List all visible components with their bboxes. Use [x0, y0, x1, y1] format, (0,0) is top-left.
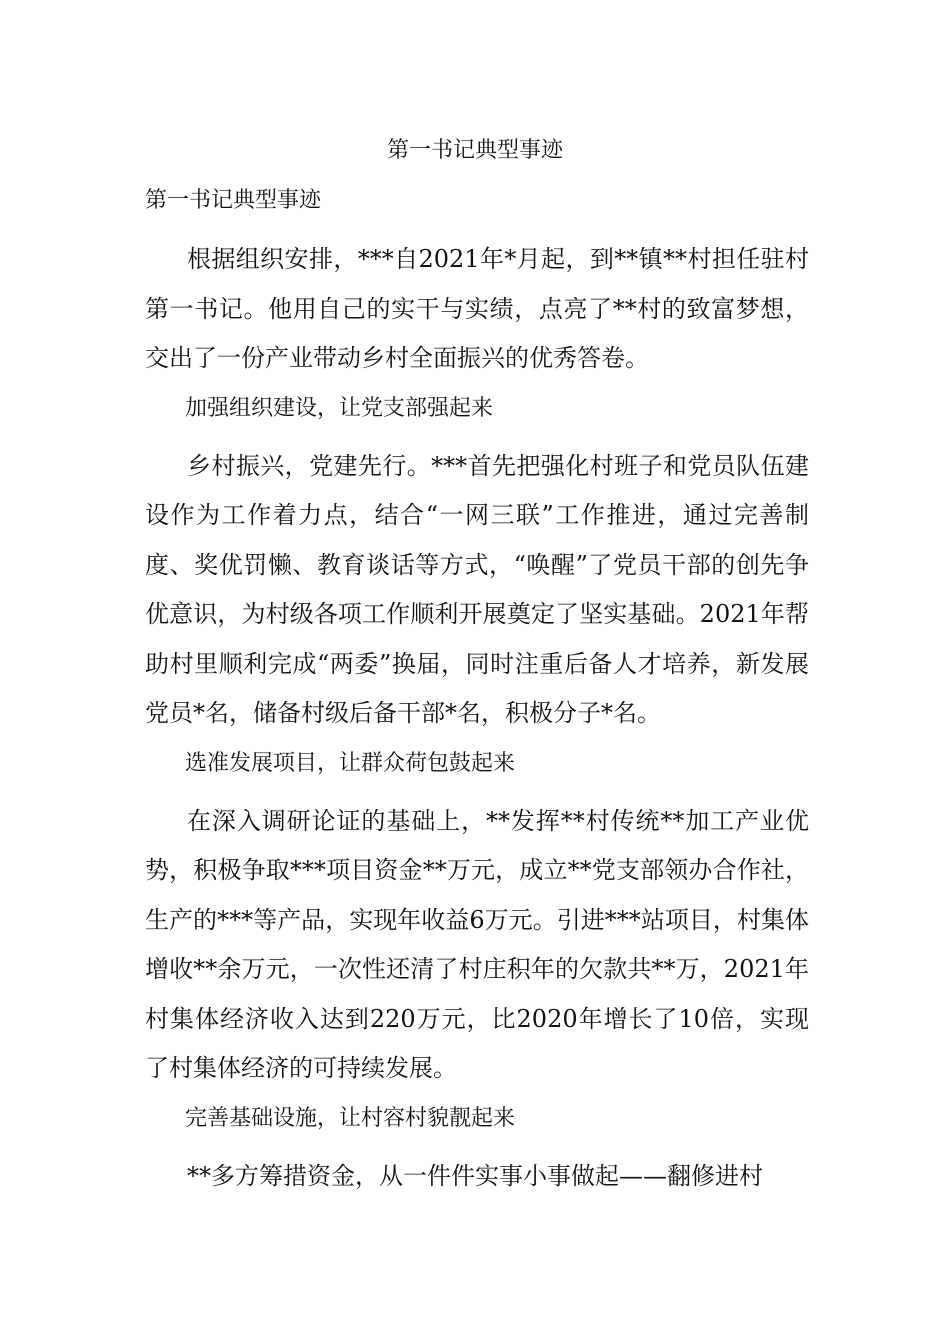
- document-subtitle: 第一书记典型事迹: [145, 188, 322, 213]
- document-body: [145, 183, 809, 1208]
- section-heading-infrastructure: 完善基础设施，让村容村貌靓起来: [185, 1105, 516, 1131]
- section-paragraph-infrastructure: **多方筹措资金，从一件件实事小事做起——翻修进村: [187, 1161, 763, 1190]
- document-title: 第一书记典型事迹: [386, 138, 563, 163]
- section-heading-projects: 选准发展项目，让群众荷包鼓起来: [185, 750, 516, 776]
- intro-paragraph: 根据组织安排，***自2021年*月起，到**镇**村担任驻村第一书记。他用自己的实干与实绩，点亮了**村的致富梦想，交出了一份产业带动乡村全面振兴的优秀答卷。: [145, 245, 809, 372]
- section-paragraph-projects: 在深入调研论证的基础上，**发挥**村传统**加工产业优势，积极争取***项目资金**万元，成立**党支部领办合作社，生产的***等产品，实现年收益6万元。引进***站项目，村集体增收**余万元，一次性还清了村庄积年的欠款共**万，2021年村集体经济收入达到220万元，比2020年增长了10倍，实现了村集体经济的可持续发展。: [145, 806, 809, 1082]
- section-heading-organization: 加强组织建设，让党支部强起来: [185, 395, 494, 421]
- section-paragraph-organization: 乡村振兴，党建先行。***首先把强化村班子和党员队伍建设作为工作着力点，结合“一网三联”工作推进，通过完善制度、奖优罚懒、教育谈话等方式，“唤醒”了党员干部的创先争优意识，为村级各项工作顺利开展奠定了坚实基础。2021年帮助村里顺利完成“两委”换届，同时注重后备人才培养，新发展党员*名，储备村级后备干部*名，积极分子*名。: [145, 451, 809, 727]
